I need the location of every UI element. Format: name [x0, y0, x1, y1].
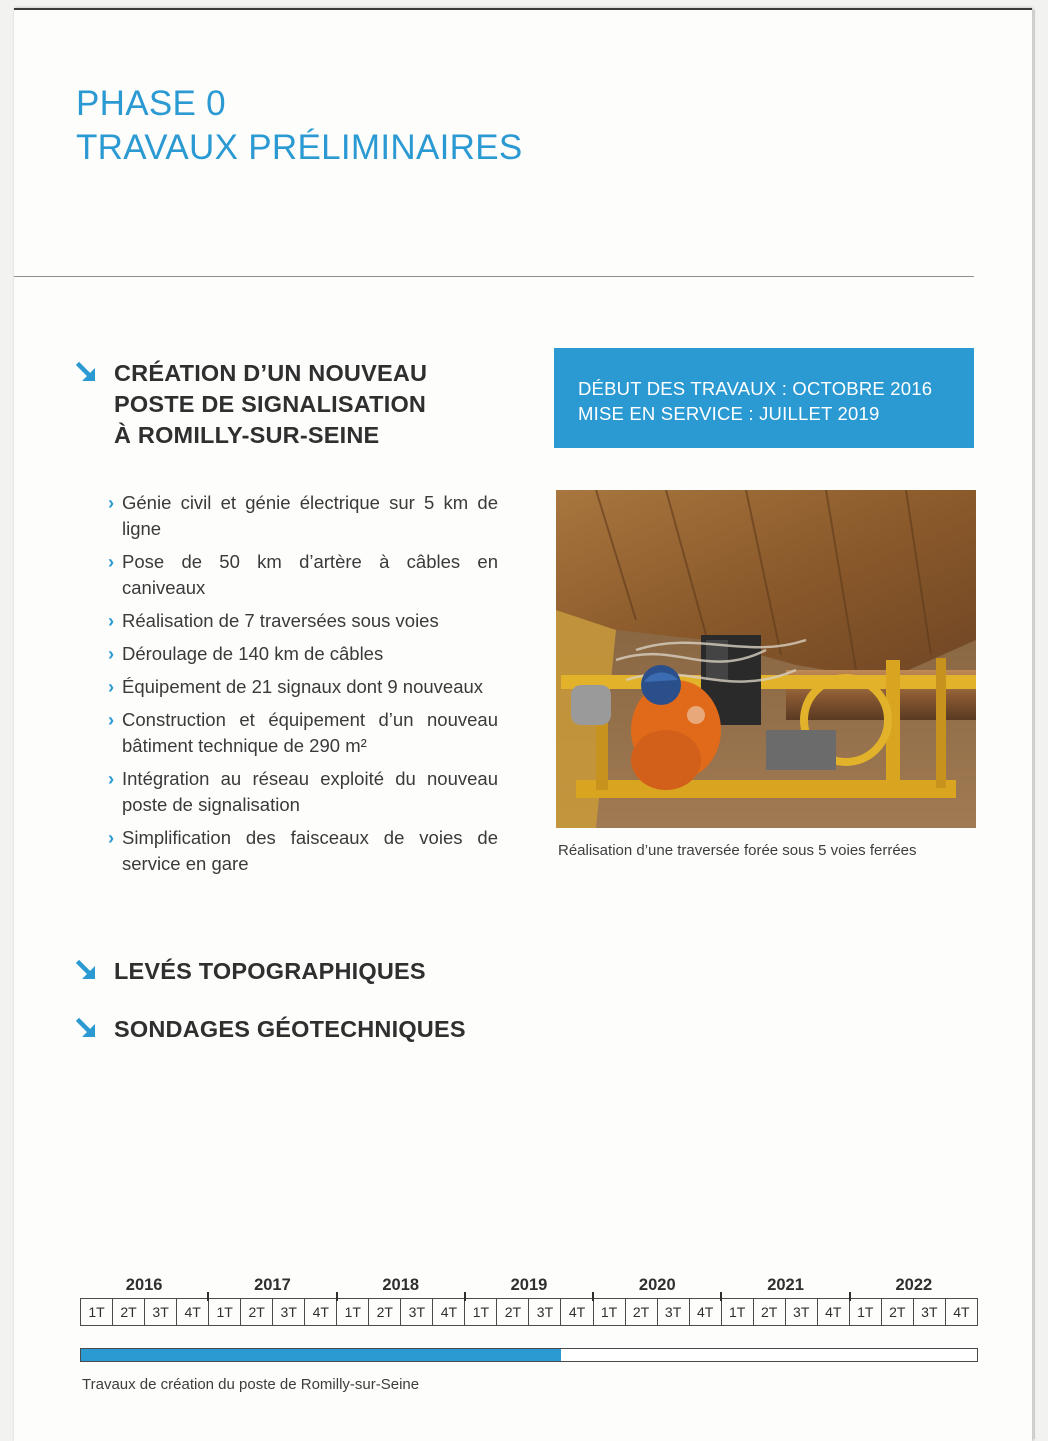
bullet-chevron-icon: › — [108, 551, 115, 572]
bullet-chevron-icon: › — [108, 610, 115, 631]
timeline-quarter-cell: 2T — [754, 1299, 786, 1325]
works-list — [108, 490, 498, 884]
photo-caption: Réalisation d’une traversée forée sous 5 voies ferrées — [558, 842, 917, 859]
list-item: › Construction et équipement d’un nouveau bâtiment technique de 290 m² — [108, 709, 498, 756]
heading-line-1: CRÉATION D’UN NOUVEAU — [114, 360, 428, 386]
timeline-year-label: 2019 — [510, 1276, 548, 1294]
timeline-quarter-cell: 3T — [145, 1299, 177, 1325]
timeline-quarter-cell: 2T — [241, 1299, 273, 1325]
bullet-chevron-icon: › — [108, 709, 115, 730]
timeline-quarter-cell: 3T — [786, 1299, 818, 1325]
timeline-quarter-cell: 2T — [882, 1299, 914, 1325]
list-item: › Simplification des faisceaux de voies de service en gare — [108, 827, 498, 874]
section-heading-topo — [76, 956, 426, 987]
timeline-years — [80, 1272, 978, 1298]
list-item: › Réalisation de 7 traversées sous voies — [108, 608, 498, 634]
works-start-date: DÉBUT DES TRAVAUX : OCTOBRE 2016 — [578, 378, 933, 399]
timeline-quarter-cell: 1T — [337, 1299, 369, 1325]
timeline-year-tick — [336, 1292, 338, 1301]
arrow-down-right-icon — [76, 960, 98, 982]
timeline-quarter-cell: 2T — [369, 1299, 401, 1325]
timeline-quarter-cell: 2T — [626, 1299, 658, 1325]
timeline-quarter-cell: 1T — [81, 1299, 113, 1325]
timeline-year-tick — [207, 1292, 209, 1301]
timeline-quarter-cell: 2T — [113, 1299, 145, 1325]
timeline-quarter-cell: 4T — [305, 1299, 337, 1325]
heading-line-3: À ROMILLY-SUR-SEINE — [114, 422, 380, 448]
timeline-quarter-cell: 4T — [433, 1299, 465, 1325]
timeline-year-tick — [849, 1292, 851, 1301]
list-item: › Intégration au réseau exploité du nouveau poste de signalisation — [108, 768, 498, 815]
timeline-year-tick — [592, 1292, 594, 1301]
bullet-chevron-icon: › — [108, 676, 115, 697]
timeline-caption: Travaux de création du poste de Romilly-sur-Seine — [82, 1376, 420, 1393]
arrow-down-right-icon — [76, 1018, 98, 1040]
list-item: › Équipement de 21 signaux dont 9 nouveaux — [108, 674, 498, 700]
list-item: › Pose de 50 km d’artère à câbles en caniveaux — [108, 551, 498, 598]
drilling-site-illustration — [556, 490, 976, 828]
timeline-quarter-cell: 1T — [722, 1299, 754, 1325]
bullet-chevron-icon: › — [108, 643, 115, 664]
list-item: › Génie civil et génie électrique sur 5 km de ligne — [108, 492, 498, 539]
heading-line-2: POSTE DE SIGNALISATION — [114, 391, 427, 417]
progress-fill — [81, 1349, 561, 1361]
timeline-year-label: 2016 — [125, 1276, 163, 1294]
phase-label: PHASE 0 — [76, 84, 226, 123]
timeline-year-label: 2020 — [638, 1276, 676, 1294]
section-heading-text: LEVÉS TOPOGRAPHIQUES — [114, 958, 426, 984]
commissioning-date: MISE EN SERVICE : JUILLET 2019 — [578, 403, 880, 424]
timeline-quarter-cell: 4T — [818, 1299, 850, 1325]
section-heading-text — [114, 358, 427, 451]
timeline-year-tick — [720, 1292, 722, 1301]
section-heading-geo — [76, 1014, 466, 1045]
timeline-quarter-cell: 3T — [529, 1299, 561, 1325]
timeline-year-label: 2021 — [767, 1276, 804, 1294]
timeline-quarter-cell: 1T — [209, 1299, 241, 1325]
list-item: › Déroulage de 140 km de câbles — [108, 641, 498, 667]
schedule-infobox — [554, 348, 974, 448]
header-divider — [14, 276, 974, 277]
timeline-quarter-cell: 4T — [561, 1299, 593, 1325]
timeline-quarter-cell: 3T — [401, 1299, 433, 1325]
timeline-year-label: 2022 — [895, 1276, 933, 1294]
timeline-year-label: 2017 — [254, 1276, 291, 1294]
bullet-chevron-icon: › — [108, 827, 115, 848]
page-title — [76, 82, 522, 170]
arrow-down-right-icon — [76, 362, 98, 384]
timeline-quarter-cell: 1T — [594, 1299, 626, 1325]
progress-bar — [80, 1348, 978, 1362]
timeline-quarter-cell: 2T — [497, 1299, 529, 1325]
timeline-quarter-cell: 3T — [273, 1299, 305, 1325]
bullet-chevron-icon: › — [108, 768, 115, 789]
timeline-quarters — [80, 1298, 978, 1326]
timeline-quarter-cell: 1T — [465, 1299, 497, 1325]
section-heading-text: SONDAGES GÉOTECHNIQUES — [114, 1016, 466, 1042]
timeline-quarter-cell: 1T — [850, 1299, 882, 1325]
timeline-quarter-cell: 3T — [914, 1299, 946, 1325]
timeline-year-label: 2018 — [382, 1276, 420, 1294]
timeline-quarter-cell: 4T — [177, 1299, 209, 1325]
timeline-quarter-cell: 4T — [690, 1299, 722, 1325]
phase-title: TRAVAUX PRÉLIMINAIRES — [76, 128, 523, 167]
timeline-quarter-cell: 4T — [953, 1304, 970, 1320]
site-photo — [556, 490, 976, 828]
page-edge — [1032, 10, 1035, 1439]
timeline — [80, 1272, 978, 1326]
timeline-year-tick — [464, 1292, 466, 1301]
document-page — [14, 8, 1032, 1441]
section-heading-poste — [76, 358, 427, 451]
bullet-chevron-icon: › — [108, 492, 115, 513]
timeline-quarter-cell: 3T — [658, 1299, 690, 1325]
